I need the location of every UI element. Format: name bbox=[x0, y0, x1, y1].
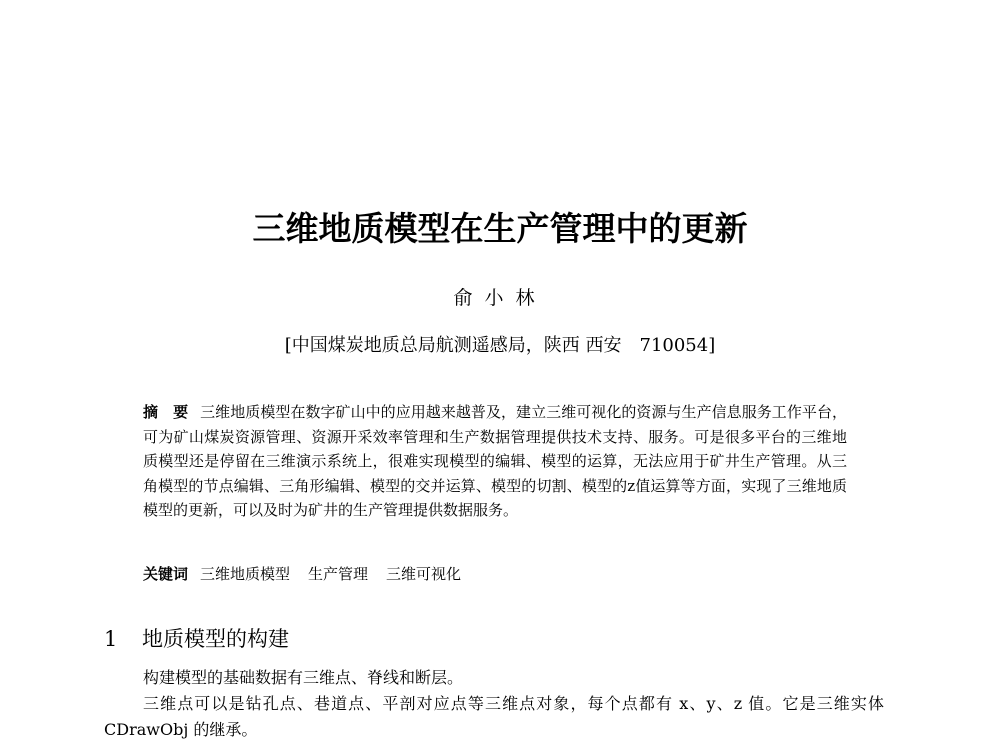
body-text bbox=[104, 665, 884, 743]
section-heading bbox=[104, 624, 289, 654]
keyword-item: 三维地质模型 bbox=[200, 565, 291, 583]
author-affiliation: [中国煤炭地质总局航测遥感局，陕西 西安 710054] bbox=[284, 335, 716, 356]
paper-title: 三维地质模型在生产管理中的更新 bbox=[252, 209, 748, 248]
abstract bbox=[143, 400, 847, 523]
body-paragraph: 构建模型的基础数据有三维点、脊线和断层。 bbox=[143, 668, 464, 687]
keyword-item: 生产管理 bbox=[308, 565, 369, 583]
author-name: 俞小林 bbox=[453, 287, 547, 309]
section-number: 1 bbox=[104, 627, 118, 651]
body-paragraph: 三维点可以是钻孔点、巷道点、平剖对应点等三维点对象，每个点都有 x、y、z 值。它是三维实体 CDrawObj 的继承。 bbox=[104, 694, 884, 739]
keyword-item: 三维可视化 bbox=[386, 565, 462, 583]
keywords bbox=[143, 562, 847, 586]
keywords-label: 关键词 bbox=[143, 565, 189, 583]
abstract-text: 三维地质模型在数字矿山中的应用越来越普及，建立三维可视化的资源与生产信息服务工作平台，可为矿山煤炭资源管理、资源开采效率管理和生产数据管理提供技术支持、服务。可是很多平台的三维地质模型还是停留在三维演示系统上，很难实现模型的编辑、模型的运算，无法应用于矿井生产管理。从三角模型的节点编辑、三角形编辑、模型的交并运算、模型的切割、模型的z值运算等方面，实现了三维地质模型的更新，可以及时为矿井的生产管理提供数据服务。 bbox=[143, 403, 847, 519]
section-title: 地质模型的构建 bbox=[142, 627, 289, 651]
abstract-label: 摘 要 bbox=[143, 403, 189, 421]
